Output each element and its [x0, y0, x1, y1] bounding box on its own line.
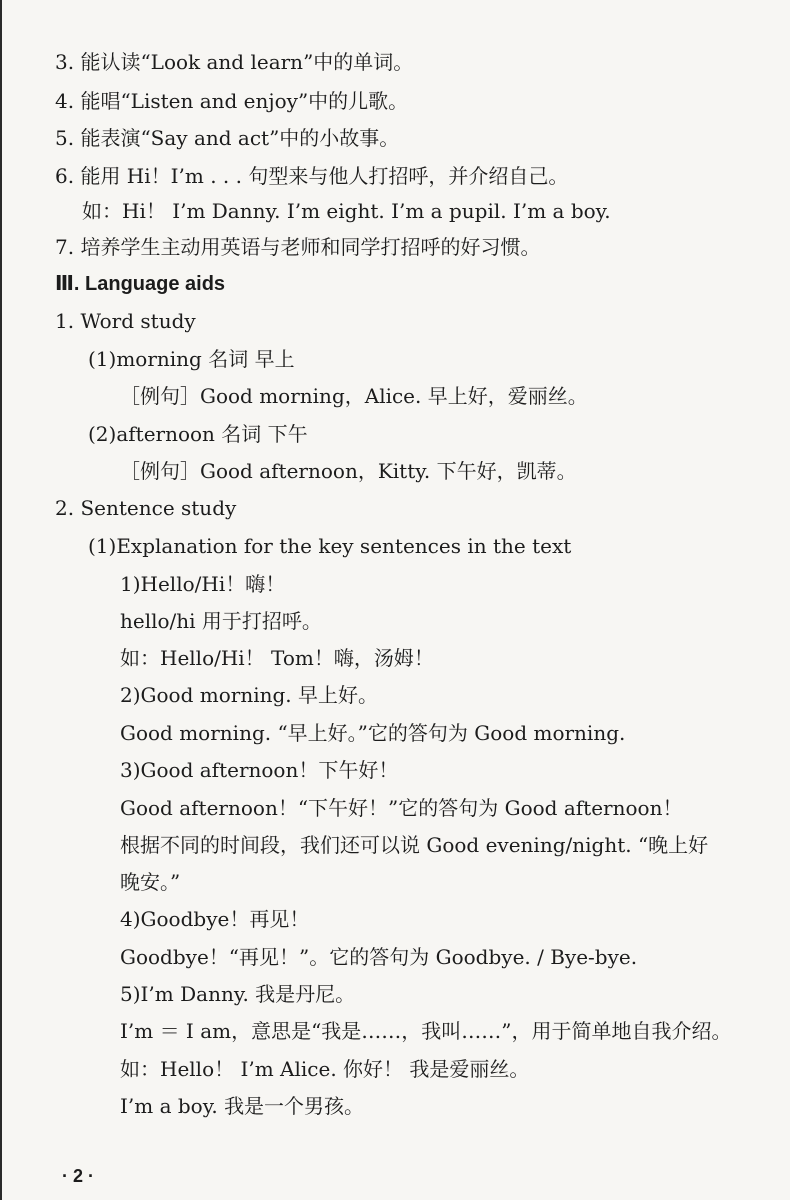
sentence-line: hello/hi 用于打招呼。	[120, 609, 322, 633]
word-study-term: (2)afternoon 名词 下午	[88, 422, 308, 446]
sentence-study-title: 2. Sentence study	[55, 496, 237, 520]
sentence-line: Good afternoon！“下午好！”它的答句为 Good afternoon！	[120, 796, 683, 820]
word-study-example: ［例句］Good morning，Alice. 早上好，爱丽丝。	[120, 384, 588, 408]
sentence-line: 3)Good afternoon！下午好！	[120, 758, 399, 782]
sentence-line: I’m a boy. 我是一个男孩。	[120, 1094, 365, 1118]
objective-6: 6. 能用 Hi！I’m . . . 句型来与他人打招呼，并介绍自己。	[55, 164, 569, 188]
sentence-line: 2)Good morning. 早上好。	[120, 683, 378, 707]
objective-5: 5. 能表演“Say and act”中的小故事。	[55, 126, 400, 150]
sentence-study-subtitle: (1)Explanation for the key sentences in the text	[88, 534, 572, 558]
section-heading: Ⅲ. Language aids	[55, 273, 226, 295]
objective-3: 3. 能认读“Look and learn”中的单词。	[55, 50, 414, 74]
objective-7: 7. 培养学生主动用英语与老师和同学打招呼的好习惯。	[55, 235, 541, 259]
word-study-example: ［例句］Good afternoon，Kitty. 下午好，凯蒂。	[120, 459, 577, 483]
sentence-line: Good morning. “早上好。”它的答句为 Good morning.	[120, 721, 626, 745]
sentence-line: 根据不同的时间段，我们还可以说 Good evening/night. “晚上好	[120, 833, 709, 857]
sentence-line: 如：Hello/Hi！ Tom！嗨，汤姆！	[120, 646, 434, 670]
sentence-line: 4)Goodbye！再见！	[120, 907, 310, 931]
sentence-line: 5)I’m Danny. 我是丹尼。	[120, 982, 356, 1006]
objective-6-example: 如：Hi！ I’m Danny. I’m eight. I’m a pupil. I’m a boy.	[82, 199, 611, 223]
page-number: · 2 ·	[62, 1166, 95, 1186]
sentence-line: 如：Hello！ I’m Alice. 你好！ 我是爱丽丝。	[120, 1057, 530, 1081]
sentence-line: 1)Hello/Hi！嗨！	[120, 572, 286, 596]
sentence-line: I’m ＝ I am，意思是“我是……，我叫……”，用于简单地自我介绍。	[120, 1019, 732, 1043]
sentence-line: Goodbye！“再见！”。它的答句为 Goodbye. / Bye-bye.	[120, 945, 638, 969]
word-study-term: (1)morning 名词 早上	[88, 347, 295, 371]
sentence-line: 晚安。”	[120, 870, 181, 894]
word-study-title: 1. Word study	[55, 309, 196, 333]
objective-4: 4. 能唱“Listen and enjoy”中的儿歌。	[55, 89, 409, 113]
